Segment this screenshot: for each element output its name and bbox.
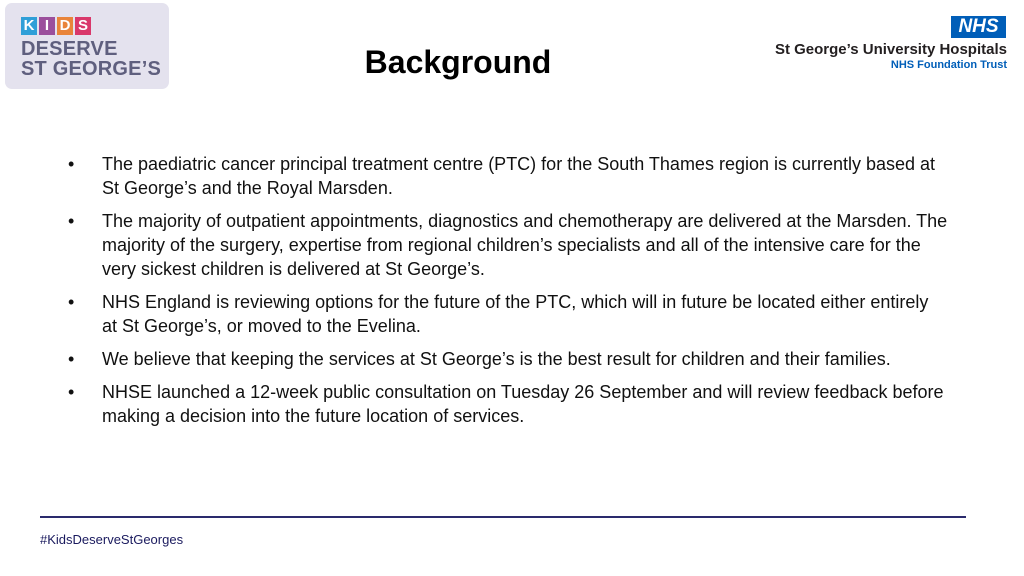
logo-letter-i: I bbox=[39, 17, 55, 35]
logo-letter-k: K bbox=[21, 17, 37, 35]
logo-line-deserve: DESERVE bbox=[21, 38, 118, 60]
bullet-text: The paediatric cancer principal treatment centre (PTC) for the South Thames region is currently based at St George’s and the Royal Marsden. bbox=[102, 154, 936, 198]
bullet-item bbox=[68, 290, 948, 338]
logo-letter-s: S bbox=[75, 17, 91, 35]
bullet-dot-icon: • bbox=[68, 292, 75, 312]
kids-letters bbox=[21, 17, 91, 35]
nhs-logo-badge: NHS bbox=[951, 16, 1006, 38]
slide-title: Background bbox=[364, 44, 552, 80]
footer-divider bbox=[40, 516, 966, 518]
bullet-dot-icon: • bbox=[68, 154, 75, 174]
bullet-text: We believe that keeping the services at St George’s is the best result for children and their families. bbox=[102, 349, 891, 369]
bullet-list bbox=[68, 152, 948, 437]
bullet-item bbox=[68, 347, 948, 371]
footer-hashtag: #KidsDeserveStGeorges bbox=[40, 532, 184, 547]
bullet-item bbox=[68, 152, 948, 200]
bullet-text: NHSE launched a 12-week public consultation on Tuesday 26 September and will review feedback before making a decision into the future location of services. bbox=[102, 382, 944, 426]
bullet-item bbox=[68, 380, 948, 428]
bullet-text: NHS England is reviewing options for the future of the PTC, which will in future be located either entirely at St George’s, or moved to the Evelina. bbox=[102, 292, 929, 336]
bullet-dot-icon: • bbox=[68, 211, 75, 231]
bullet-text: The majority of outpatient appointments, diagnostics and chemotherapy are delivered at the Marsden. The majority of the surgery, expertise from regional children’s specialists and all of the intensive care for the very sickest children is delivered at St George’s. bbox=[102, 211, 948, 279]
bullet-item bbox=[68, 209, 948, 281]
bullet-dot-icon: • bbox=[68, 349, 75, 369]
trust-subtitle: NHS Foundation Trust bbox=[890, 59, 1007, 71]
bullet-dot-icon: • bbox=[68, 382, 75, 402]
logo-line-st-georges: ST GEORGE’S bbox=[21, 58, 162, 80]
logo-letter-d: D bbox=[57, 17, 73, 35]
trust-name: St George’s University Hospitals bbox=[774, 41, 1007, 58]
